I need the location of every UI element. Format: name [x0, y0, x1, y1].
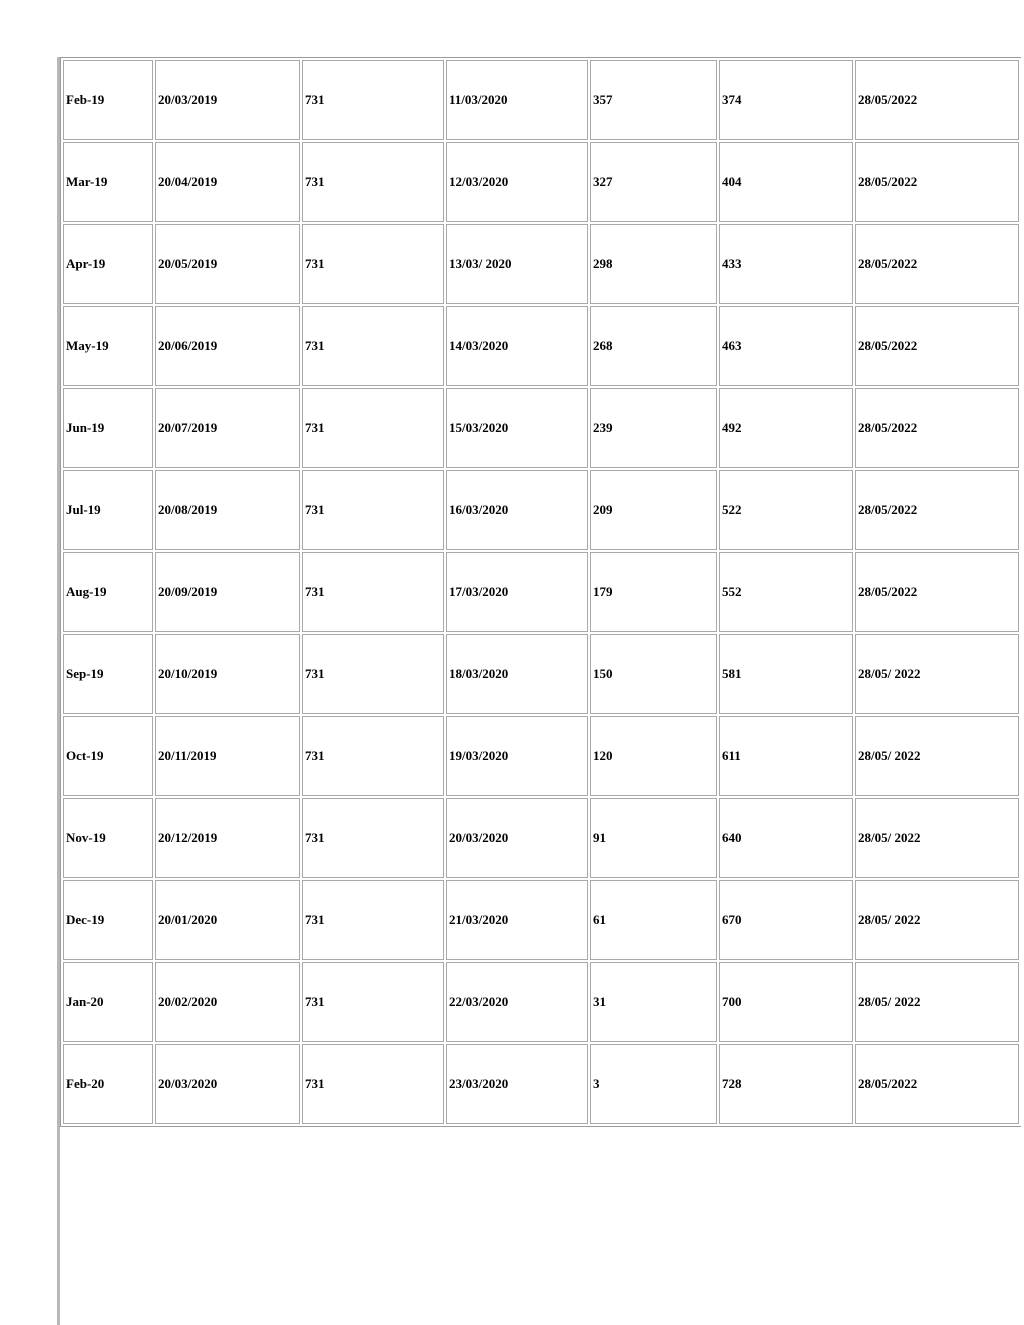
table-cell: 640 — [719, 798, 853, 878]
table-row — [63, 1044, 1019, 1124]
table-cell: 581 — [719, 634, 853, 714]
table-cell: 18/03/2020 — [446, 634, 588, 714]
table-cell: Mar-19 — [63, 142, 153, 222]
table-cell: 3 — [590, 1044, 717, 1124]
table-cell: 61 — [590, 880, 717, 960]
table-cell: 20/08/2019 — [155, 470, 300, 550]
table-cell: 28/05/2022 — [855, 142, 1019, 222]
table-cell: 522 — [719, 470, 853, 550]
table-cell: Sep-19 — [63, 634, 153, 714]
table-cell: 22/03/2020 — [446, 962, 588, 1042]
table-row — [63, 388, 1019, 468]
table-cell: 20/03/2020 — [155, 1044, 300, 1124]
table-cell: Nov-19 — [63, 798, 153, 878]
table-cell: 28/05/ 2022 — [855, 716, 1019, 796]
table-cell: 670 — [719, 880, 853, 960]
table-cell: 731 — [302, 142, 444, 222]
table-cell: 179 — [590, 552, 717, 632]
table-cell: 15/03/2020 — [446, 388, 588, 468]
table-cell: 731 — [302, 1044, 444, 1124]
table-cell: 14/03/2020 — [446, 306, 588, 386]
table-cell: 28/05/2022 — [855, 552, 1019, 632]
table-row — [63, 716, 1019, 796]
data-table — [60, 57, 1021, 1127]
table-cell: Oct-19 — [63, 716, 153, 796]
table-cell: Apr-19 — [63, 224, 153, 304]
table-cell: 16/03/2020 — [446, 470, 588, 550]
table-cell: 20/06/2019 — [155, 306, 300, 386]
table-cell: 20/01/2020 — [155, 880, 300, 960]
table-cell: 20/11/2019 — [155, 716, 300, 796]
table-cell: May-19 — [63, 306, 153, 386]
table-cell: 28/05/2022 — [855, 306, 1019, 386]
table-cell: 28/05/ 2022 — [855, 962, 1019, 1042]
table-cell: 28/05/2022 — [855, 60, 1019, 140]
table-cell: 731 — [302, 470, 444, 550]
table-cell: 239 — [590, 388, 717, 468]
table-cell: 404 — [719, 142, 853, 222]
table-cell: 357 — [590, 60, 717, 140]
table-cell: 731 — [302, 798, 444, 878]
table-cell: Aug-19 — [63, 552, 153, 632]
table-cell: 731 — [302, 716, 444, 796]
table-cell: 20/02/2020 — [155, 962, 300, 1042]
table-row — [63, 60, 1019, 140]
table-cell: 20/04/2019 — [155, 142, 300, 222]
table-cell: 91 — [590, 798, 717, 878]
table-cell: 28/05/ 2022 — [855, 634, 1019, 714]
table-cell: Jul-19 — [63, 470, 153, 550]
table-cell: 28/05/2022 — [855, 1044, 1019, 1124]
table-cell: Dec-19 — [63, 880, 153, 960]
table-cell: 20/05/2019 — [155, 224, 300, 304]
table-cell: 209 — [590, 470, 717, 550]
table-cell: 21/03/2020 — [446, 880, 588, 960]
table-cell: 731 — [302, 60, 444, 140]
table-cell: 327 — [590, 142, 717, 222]
table-row — [63, 798, 1019, 878]
table-cell: 28/05/ 2022 — [855, 880, 1019, 960]
table-cell: Jun-19 — [63, 388, 153, 468]
table-cell: 463 — [719, 306, 853, 386]
table-cell: 731 — [302, 552, 444, 632]
table-row — [63, 306, 1019, 386]
table-cell: 17/03/2020 — [446, 552, 588, 632]
table-row — [63, 224, 1019, 304]
table-cell: 20/10/2019 — [155, 634, 300, 714]
table-cell: 23/03/2020 — [446, 1044, 588, 1124]
table-cell: 433 — [719, 224, 853, 304]
table-cell: 20/12/2019 — [155, 798, 300, 878]
table-cell: 28/05/ 2022 — [855, 798, 1019, 878]
table-cell: 150 — [590, 634, 717, 714]
table-row — [63, 552, 1019, 632]
table-cell: 731 — [302, 962, 444, 1042]
table-cell: 611 — [719, 716, 853, 796]
table-row — [63, 142, 1019, 222]
table-cell: 552 — [719, 552, 853, 632]
table-cell: 12/03/2020 — [446, 142, 588, 222]
table-cell: 120 — [590, 716, 717, 796]
table-cell: 28/05/2022 — [855, 470, 1019, 550]
table-row — [63, 880, 1019, 960]
table-cell: 492 — [719, 388, 853, 468]
table-cell: 298 — [590, 224, 717, 304]
table-cell: 31 — [590, 962, 717, 1042]
table-cell: 731 — [302, 224, 444, 304]
table-cell: 731 — [302, 306, 444, 386]
table-cell: 374 — [719, 60, 853, 140]
table-cell: 20/03/2020 — [446, 798, 588, 878]
table-row — [63, 634, 1019, 714]
table-cell: 731 — [302, 634, 444, 714]
table-cell: 731 — [302, 388, 444, 468]
table-row — [63, 962, 1019, 1042]
table-cell: Jan-20 — [63, 962, 153, 1042]
table-cell: Feb-19 — [63, 60, 153, 140]
table-cell: 728 — [719, 1044, 853, 1124]
table-row — [63, 470, 1019, 550]
table-cell: 20/09/2019 — [155, 552, 300, 632]
table-cell: 731 — [302, 880, 444, 960]
table-cell: 268 — [590, 306, 717, 386]
table-cell: 20/07/2019 — [155, 388, 300, 468]
table-cell: 20/03/2019 — [155, 60, 300, 140]
table-cell: Feb-20 — [63, 1044, 153, 1124]
table-cell: 28/05/2022 — [855, 388, 1019, 468]
table-cell: 11/03/2020 — [446, 60, 588, 140]
table-cell: 700 — [719, 962, 853, 1042]
table-cell: 13/03/ 2020 — [446, 224, 588, 304]
table-cell: 28/05/2022 — [855, 224, 1019, 304]
table-cell: 19/03/2020 — [446, 716, 588, 796]
